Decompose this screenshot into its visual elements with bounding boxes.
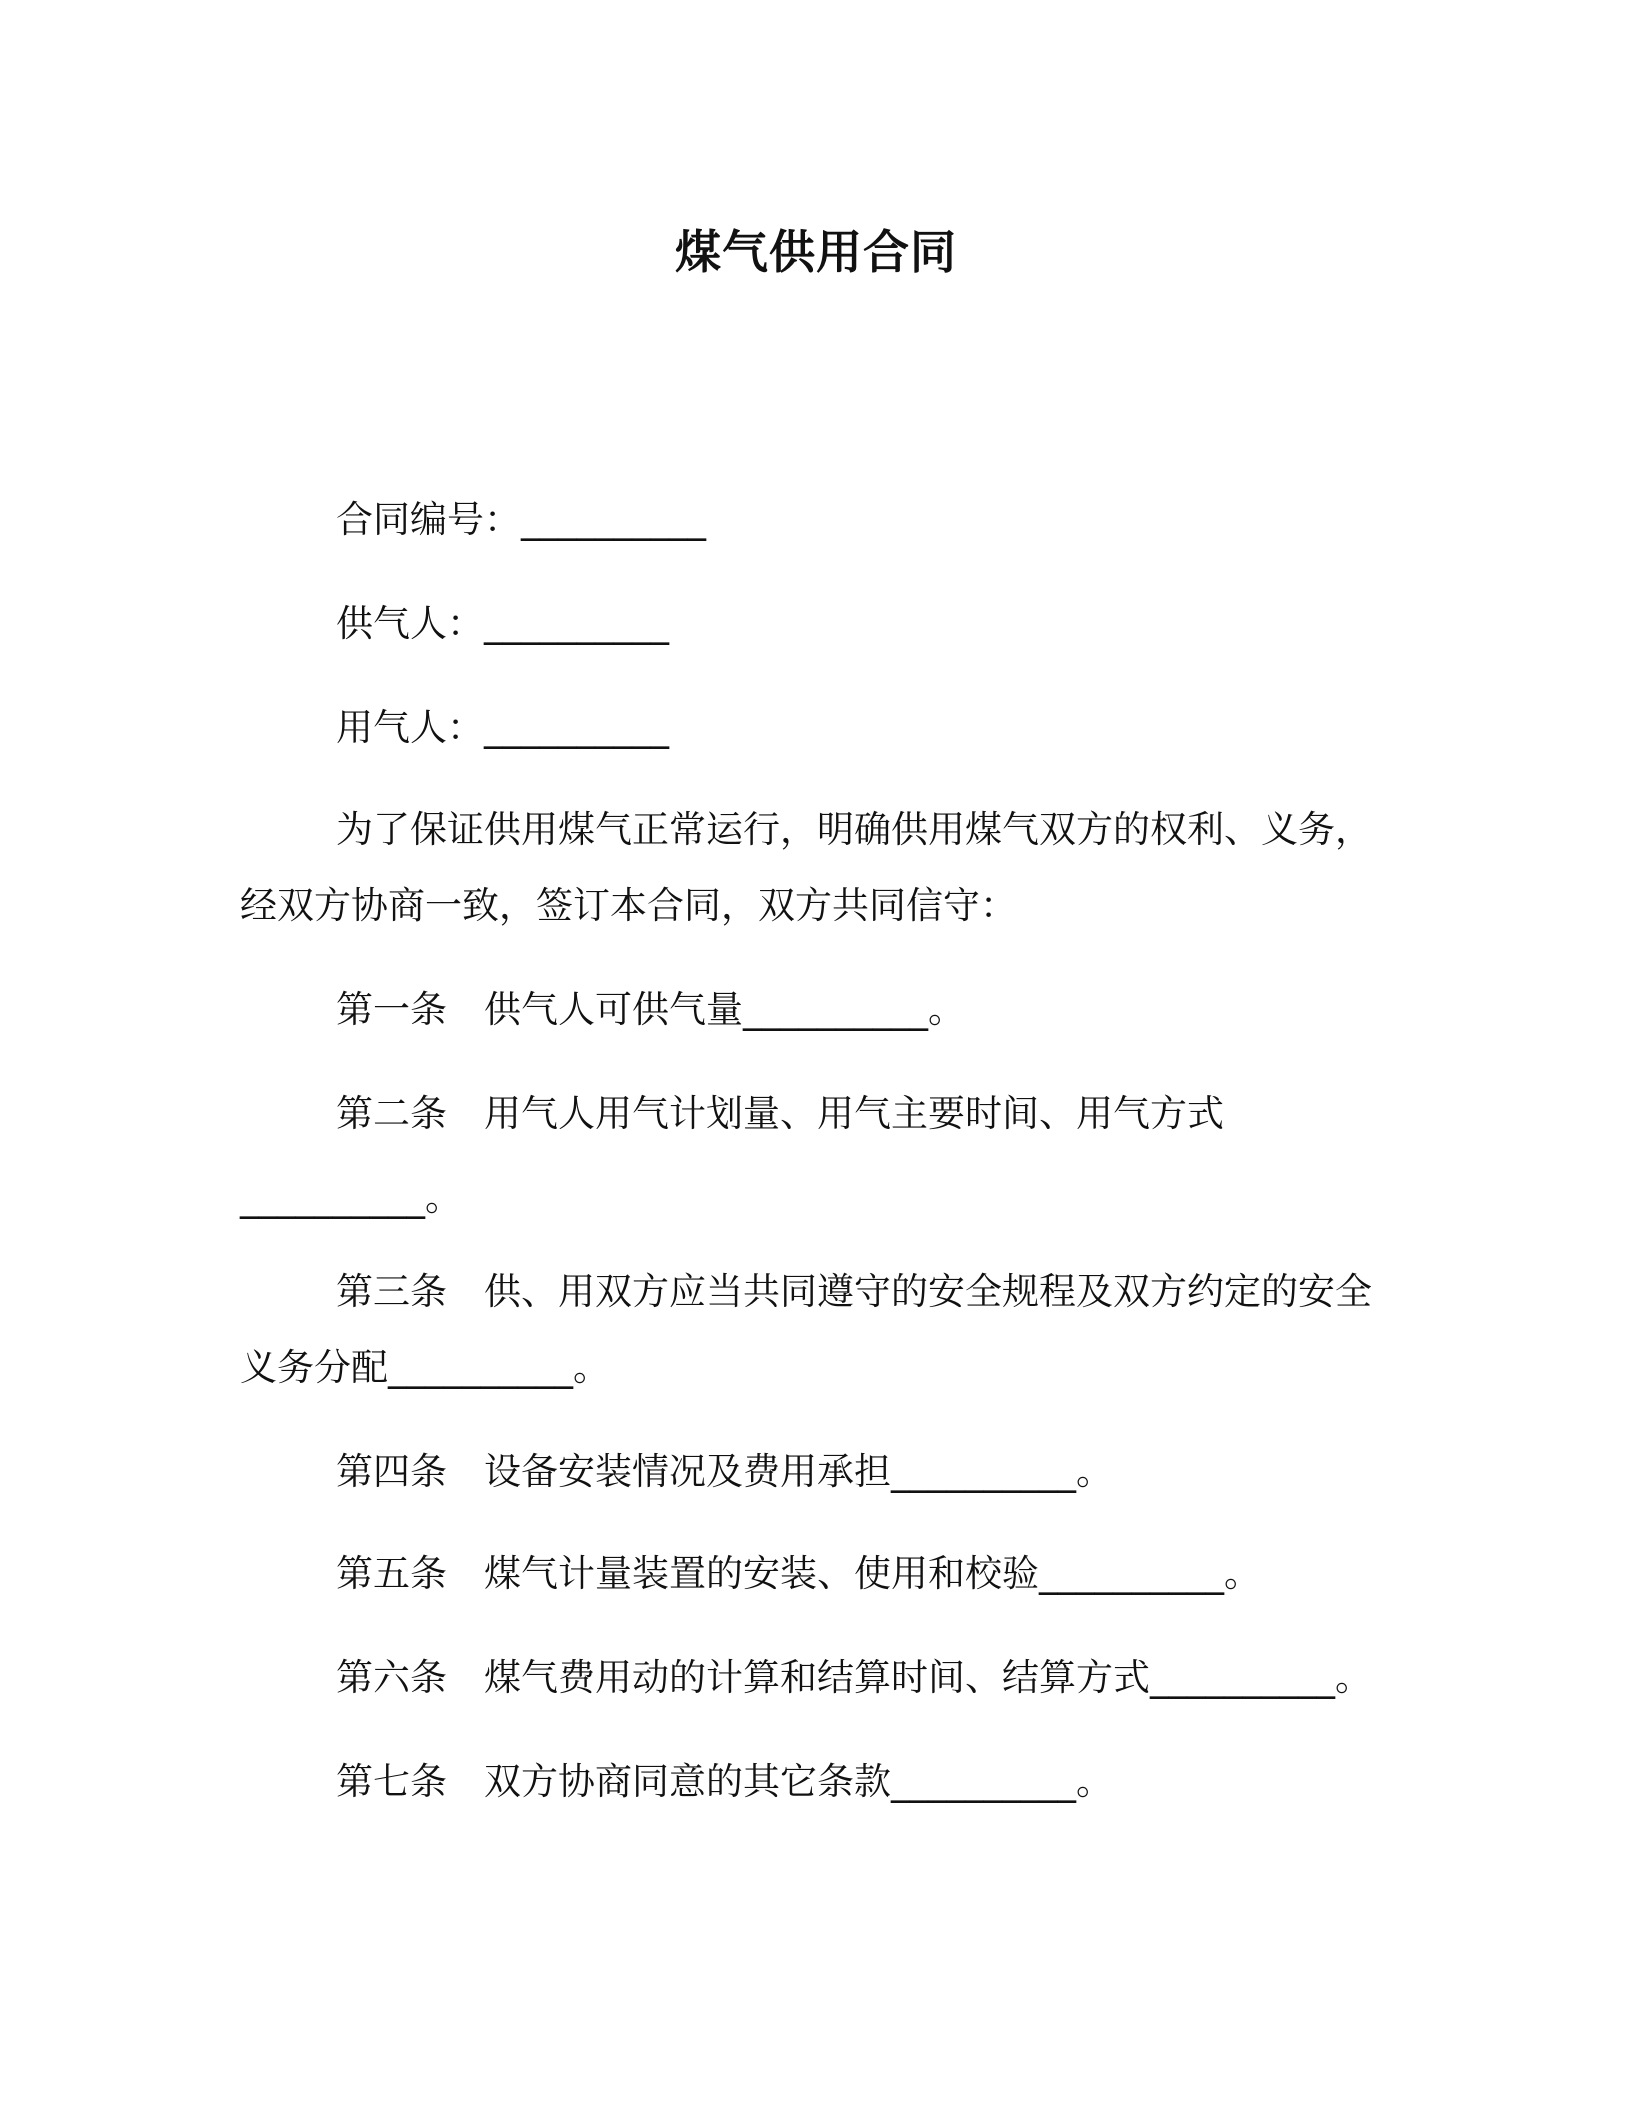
article-7 bbox=[336, 1756, 1113, 1808]
field-user: 用气人：__________ bbox=[336, 706, 669, 749]
article-4-label: 第四条 bbox=[336, 1450, 447, 1493]
article-3-continuation: 义务分配__________。 bbox=[240, 1346, 610, 1389]
article-1-text: 供气人可供气量__________。 bbox=[484, 988, 965, 1031]
article-5-label: 第五条 bbox=[336, 1552, 447, 1595]
article-7-label: 第七条 bbox=[336, 1760, 447, 1803]
article-2-text: 用气人用气计划量、用气主要时间、用气方式 bbox=[484, 1092, 1224, 1135]
article-4-text: 设备安装情况及费用承担__________。 bbox=[484, 1450, 1113, 1493]
article-3-label: 第三条 bbox=[336, 1270, 447, 1313]
article-2-label: 第二条 bbox=[336, 1092, 447, 1135]
article-1-label: 第一条 bbox=[336, 988, 447, 1031]
field-supplier: 供气人：__________ bbox=[336, 602, 669, 645]
article-4 bbox=[336, 1446, 1113, 1498]
article-5 bbox=[336, 1548, 1261, 1600]
article-7-text: 双方协商同意的其它条款__________。 bbox=[484, 1760, 1113, 1803]
article-2 bbox=[336, 1088, 1224, 1140]
article-6 bbox=[336, 1652, 1372, 1704]
field-contract-number: 合同编号：__________ bbox=[336, 498, 706, 541]
article-5-text: 煤气计量装置的安装、使用和校验__________。 bbox=[484, 1552, 1261, 1595]
document-title: 煤气供用合同 bbox=[675, 225, 957, 279]
article-2-continuation: __________。 bbox=[240, 1176, 462, 1219]
article-3-text: 供、用双方应当共同遵守的安全规程及双方约定的安全 bbox=[484, 1270, 1372, 1313]
article-3 bbox=[336, 1266, 1372, 1318]
intro-paragraph-line-1: 为了保证供用煤气正常运行，明确供用煤气双方的权利、义务， bbox=[336, 808, 1372, 851]
intro-paragraph-line-2: 经双方协商一致，签订本合同，双方共同信守： bbox=[240, 884, 1017, 927]
article-6-label: 第六条 bbox=[336, 1656, 447, 1699]
article-6-text: 煤气费用动的计算和结算时间、结算方式__________。 bbox=[484, 1656, 1372, 1699]
article-1 bbox=[336, 984, 965, 1036]
